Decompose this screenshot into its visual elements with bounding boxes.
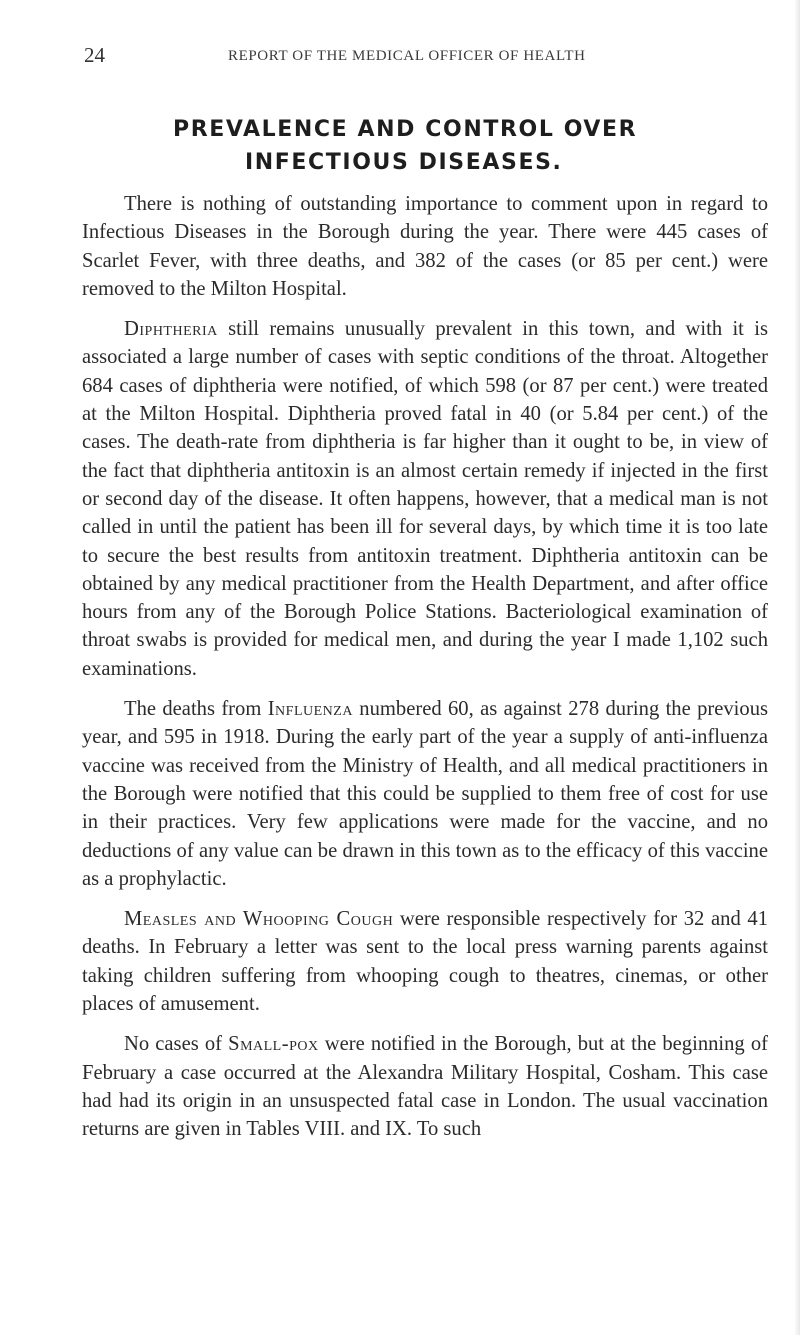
- paragraph-text: were responsible respectively for 32 and 41 deaths. In February a letter was sent to the local press warning parents against taking children suffering from whooping cough to theatres, cinemas, or other places of amusement.: [82, 908, 768, 1016]
- disease-heading-diphtheria: Diphtheria: [124, 318, 218, 341]
- paragraph-scarlet-fever: [82, 190, 768, 303]
- disease-heading-influenza: Influenza: [267, 698, 353, 721]
- page-edge-shadow: [794, 0, 800, 1335]
- paragraph-text: numbered 60, as against 278 during the previous year, and 595 in 1918. During the early part of the year a supply of anti-influenza vaccine was received from the Ministry of Health, and all medical practitioners in the Borough were notified that this could be supplied to them free of cost for use in their practices. Very few applications were made for the vaccine, and no deductions of any value can be drawn in this town as to the efficacy of this vaccine as a prophylactic.: [82, 698, 769, 890]
- paragraph-text-lead: The deaths from: [124, 698, 268, 721]
- section-title-line-1: PREVALENCE AND CONTROL OVER: [173, 117, 638, 142]
- section-title-line-2: INFECTIOUS DISEASES.: [245, 150, 563, 175]
- paragraph-influenza: [82, 695, 768, 893]
- running-header: REPORT OF THE MEDICAL OFFICER OF HEALTH: [228, 48, 586, 64]
- paragraph-text: were notified in the Borough, but at the beginning of February a case occurred at the Alexandra Military Hospital, Cosham. This case had had its origin in an unsuspected fatal case in London. The usual vaccination returns are given in Tables VIII. and IX. To such: [82, 1033, 768, 1141]
- body-text: [82, 190, 768, 1156]
- paragraph-text: still remains unusually prevalent in this town, and with it is associated a large number of cases with septic conditions of the throat. Altogether 684 cases of diphtheria were notified, of which 598 (or 87 per cent.) were treated at the Milton Hospital. Diphtheria proved fatal in 40 (or 5.84 per cent.) of the cases. The death-rate from diphtheria is far higher than it ought to be, in view of the fact that diphtheria antitoxin is an almost certain remedy if injected in the first or second day of the disease. It often happens, however, that a medical man is not called in until the patient has been ill for several days, by which time it is too late to secure the best results from antitoxin treatment. Diphtheria antitoxin can be obtained by any medical practitioner from the Health Department, and after office hours from any of the Borough Police Stations. Bacteriological examination of throat swabs is provided for medical men, and during the year I made 1,102 such examinations.: [82, 318, 768, 680]
- section-title: [128, 113, 768, 179]
- page-number: 24: [84, 43, 105, 67]
- paragraph-small-pox: [82, 1030, 768, 1143]
- paragraph-text-lead: No cases of: [124, 1033, 229, 1056]
- disease-heading-small-pox: Small-pox: [228, 1033, 319, 1056]
- paragraph-text: There is nothing of outstanding importance to comment upon in regard to Infectious Diseases in the Borough during the year. There were 445 cases of Scarlet Fever, with three deaths, and 382 of the cases (or 85 per cent.) were removed to the Milton Hospital.: [82, 193, 768, 300]
- paragraph-measles-whooping-cough: [82, 905, 768, 1018]
- paragraph-diphtheria: [82, 315, 768, 683]
- disease-heading-measles-whooping-cough: Measles and Whooping Cough: [124, 908, 394, 931]
